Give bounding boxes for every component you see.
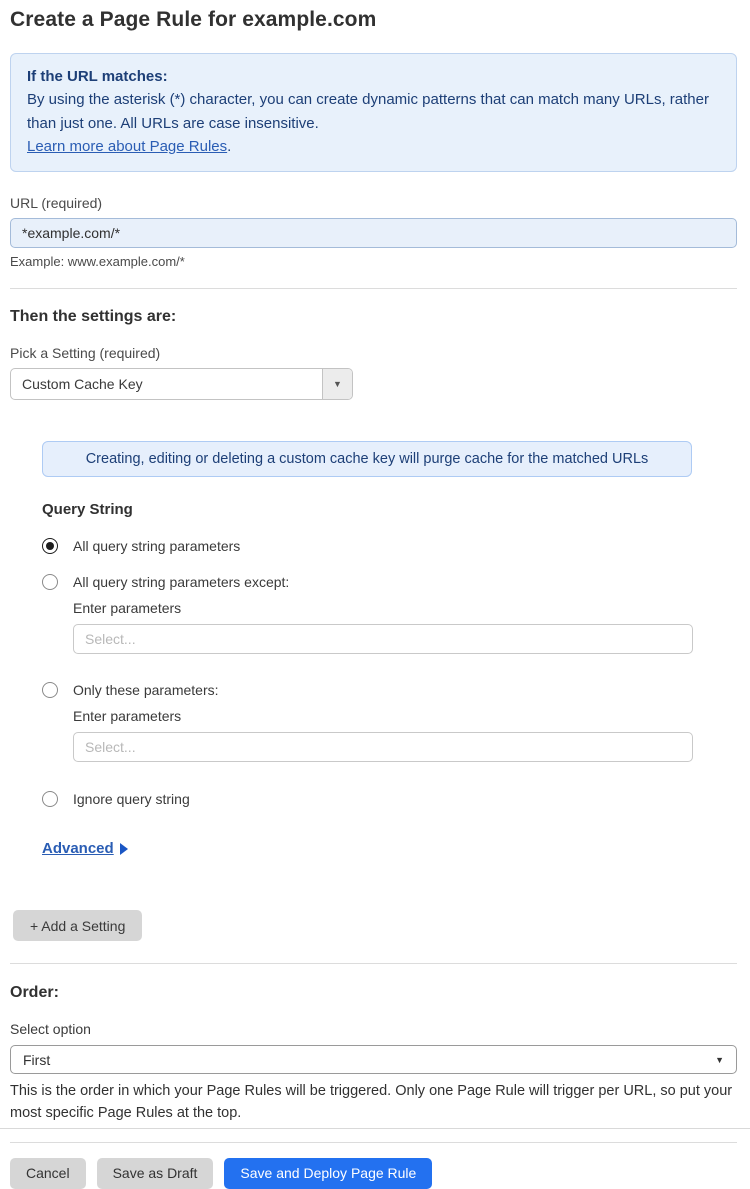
info-box-body: By using the asterisk (*) character, you can create dynamic patterns that can match many URLs, rather than just one. All URLs are case insensitive. (27, 91, 709, 132)
bottom-divider (0, 1128, 750, 1129)
pick-setting-label: Pick a Setting (required) (10, 345, 161, 361)
save-and-deploy-button[interactable]: Save and Deploy Page Rule (224, 1158, 432, 1189)
divider (10, 963, 737, 964)
radio-option-ignore-qs[interactable] (42, 791, 737, 807)
radio-button[interactable] (42, 538, 58, 554)
url-input[interactable] (10, 218, 737, 248)
divider (10, 288, 737, 289)
radio-label[interactable]: All query string parameters (73, 538, 241, 554)
radio-label[interactable]: Ignore query string (73, 791, 190, 807)
page-title: Create a Page Rule for example.com (10, 8, 377, 31)
radio-option-all-params[interactable] (42, 538, 737, 554)
advanced-link[interactable]: Advanced (42, 840, 114, 857)
url-field-label: URL (required) (10, 195, 103, 211)
footer-buttons (10, 1158, 737, 1189)
info-box-heading: If the URL matches: (27, 68, 168, 85)
enter-parameters-label: Enter parameters (73, 708, 182, 724)
radio-button[interactable] (42, 682, 58, 698)
custom-cache-key-panel (10, 441, 737, 857)
radio-label[interactable]: All query string parameters except: (73, 574, 290, 590)
order-select-label: Select option (10, 1021, 91, 1037)
enter-parameters-label: Enter parameters (73, 600, 182, 616)
radio-option-all-except[interactable] (42, 574, 737, 590)
only-parameters-input[interactable] (73, 732, 693, 762)
url-match-info-box (10, 53, 737, 172)
except-parameters-field (73, 600, 737, 654)
setting-select-value: Custom Cache Key (22, 376, 143, 392)
triangle-right-icon (120, 843, 128, 855)
advanced-row (42, 840, 737, 857)
except-parameters-input[interactable] (73, 624, 693, 654)
radio-button[interactable] (42, 791, 58, 807)
purge-cache-notice: Creating, editing or deleting a custom cache key will purge cache for the matched URLs (42, 441, 692, 477)
settings-heading: Then the settings are: (10, 308, 177, 325)
order-heading: Order: (10, 984, 59, 1001)
save-as-draft-button[interactable]: Save as Draft (97, 1158, 214, 1189)
info-box-link-row (27, 135, 720, 158)
radio-label[interactable]: Only these parameters: (73, 682, 219, 698)
learn-more-link[interactable]: Learn more about Page Rules (27, 137, 228, 155)
chevron-down-icon[interactable]: ▼ (322, 369, 352, 399)
setting-select[interactable] (10, 368, 353, 400)
divider (10, 1142, 737, 1143)
only-parameters-field (73, 708, 737, 762)
url-helper-text: Example: www.example.com/* (10, 254, 185, 269)
chevron-down-icon: ▼ (715, 1054, 724, 1065)
radio-option-only-these[interactable] (42, 682, 737, 698)
radio-button[interactable] (42, 574, 58, 590)
link-suffix: . (227, 137, 232, 155)
order-select-value: First (23, 1051, 51, 1068)
add-setting-button[interactable]: + Add a Setting (13, 910, 142, 941)
cancel-button[interactable]: Cancel (10, 1158, 86, 1189)
query-string-heading: Query String (42, 501, 133, 518)
order-description: This is the order in which your Page Rules will be triggered. Only one Page Rule will trigger per URL, so put your most specific Page Rules at the top. (10, 1083, 733, 1121)
order-select[interactable] (10, 1045, 737, 1074)
